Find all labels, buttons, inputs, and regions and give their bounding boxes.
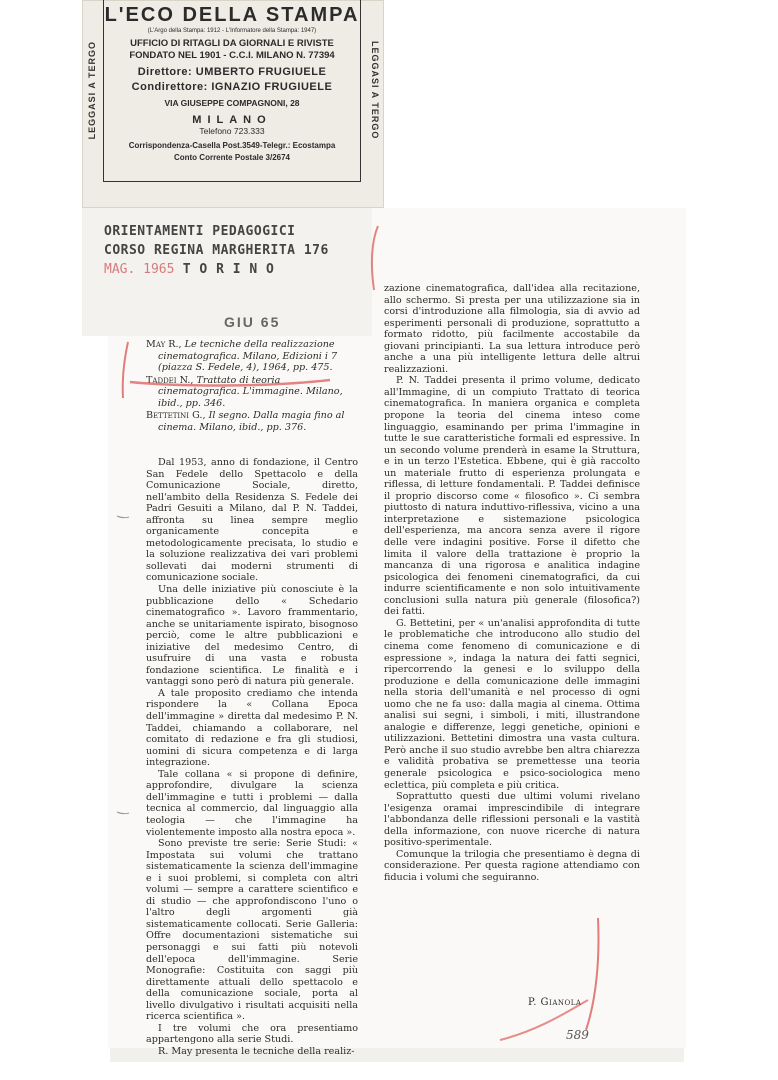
page-number: 589 [566,1028,589,1042]
stamp-city: MILANO [192,114,272,126]
paragraph: Sono previste tre serie: Serie Studi: « Impostata sui volumi che trattano sistematicamente la scienza dell'immagine e i suoi problemi, si completa con altri volumi — sempre a carattere scientifico e di studio — che approfondiscono l'uno o l'altro degli argomenti già sistematicamente collocati. Serie Galleria: Offre documentazioni sistematiche sui personaggi e sui fatti più notevoli dell'epoca dell'immagine. Serie Monografie: Costituita con saggi più direttamente attuali dello spettacolo e della comunicazione sociale, porta al livello divulgativo i risultati acquisiti nella ricerca scientifica ». [146,838,358,1023]
stamp-director: Direttore: UMBERTO FRUGIUELE [137,66,327,78]
paragraph: Tale collana « si propone di definire, approfondire, divulgare la scienza dell'immagine e tutti i problemi — dalla tecnica al commercio, dal linguaggio alla teologia — che l'immagine ha violentemente imposto alla nostra epoca ». [146,768,358,838]
paragraph: A tale proposito crediamo che intenda rispondere la « Collana Epoca dell'immagine » diretta dal medesimo P. N. Taddei, chiamando a collaborare, nel comitato di redazione e fra gli studiosi, uomini di sicura competenza e di larga integrazione. [146,687,358,769]
stamp-frame [103,0,361,182]
author-signature: P. Gianola [528,997,582,1008]
clipping-bureau-stamp [82,0,384,208]
reference-item: May R., Le tecniche della realizzazione cinematografica. Milano, Edizioni i 7 (piazza S. Fedele, 4), 1964, pp. 475. [146,339,338,373]
recipient-name: ORIENTAMENTI PEDAGOGICI [104,224,296,239]
recipient-city: T O R I N O [182,262,275,277]
right-column [384,283,640,883]
month-stamp: GIU 65 [224,314,281,330]
side-note-right: LEGGASI A TERGO [370,41,380,140]
recipient-city-line [104,262,274,277]
paragraph: P. N. Taddei presenta il primo volume, dedicato all'Immagine, di un compiuto Trattato di teorica cinematografica. In maniera organica e completa propone la teoria del cinema inteso come linguaggio, esaminando per prima l'immagine in tutte le sue caratteristiche formali ed espressive. In un secondo volume prenderà in esame la Struttura, e in un terzo l'Estetica. Ebbene, qui è già raccolto un materiale frutto di esperienza prolungata e riflessa, di letture fondamentali. P. Taddei definisce il proprio discorso come « filosofico ». Ci sembra piuttosto di natura induttivo-riflessiva, vicino a una interpretazione e sistemazione psicologica dell'esperienza, ma ancora senza avere il rigore delle vere indagini positive. Forse il difetto che limita il valore della trattazione è proprio la mancanza di una rigorosa e analitica indagine psicologica dei fenomeni cinematografici, da cui indurre scientificamente e non solo intuitivamente conclusioni sulla natura più generale (filosofica?) dei fatti. [384,375,640,618]
stamp-founded: FONDATO NEL 1901 - C.C.I. MILANO N. 77394 [129,50,335,61]
references [146,339,360,434]
address-label [82,208,372,336]
stamp-correspondence: Corrispondenza-Casella Post.3549-Telegr.: Ecostampa [128,141,336,150]
left-column [146,457,358,1057]
paragraph: Una delle iniziative più conosciute è la pubblicazione dello « Schedario cinematografico ». Lavoro frammentario, anche se unitariamente ispirato, bisognoso perciò, come le altre pubblicazioni e iniziative del medesimo Centro, di usufruire di una vasta e robusta fondazione scientifica. Le finalità e i vantaggi sono però di natura più generale. [146,584,358,688]
stamp-office: UFFICIO DI RITAGLI DA GIORNALI E RIVISTE [130,38,334,49]
stamp-address: VIA GIUSEPPE COMPAGNONI, 28 [164,98,300,108]
reference-item: Bettetini G., Il segno. Dalla magia fino al cinema. Milano, ibid., pp. 376. [146,410,345,433]
paragraph: Dal 1953, anno di fondazione, il Centro San Fedele dello Spettacolo e della Comunicazione Sociale, diretto, nell'ambito della Residenza S. Fedele dei Padri Gesuiti a Milano, dal P. N. Taddei, affronta su linea sempre meglio organicamente concepita e metodologicamente precisata, lo studio e la soluzione realizzativa dei vari problemi sollevati dai moderni strumenti di comunicazione sociale. [146,457,358,584]
paragraph: Soprattutto questi due ultimi volumi rivelano l'esigenza oramai imprescindibile di integrare l'abbondanza delle riflessioni personali e la vastità della informazione, con nuove ricerche di natura positivo-sperimentale. [384,791,640,849]
stamp-title: L'ECO DELLA STAMPA [104,4,360,26]
paragraph: I tre volumi che ora presentiamo appartengono alla serie Studi. [146,1022,358,1046]
paragraph: R. May presenta le tecniche della realiz- [158,1045,355,1057]
side-note-left: LEGGASI A TERGO [87,41,97,140]
recipient-street: CORSO REGINA MARGHERITA 176 [104,243,329,258]
stamp-account: Conto Corrente Postale 3/2674 [173,153,291,162]
reference-item: Taddei N., Trattato di teoria cinematografica. L'immagine. Milano, ibid., pp. 346. [146,374,343,409]
paragraph: G. Bettetini, per « un'analisi approfondita di tutte le problematiche che introducono allo studio del cinema come fenomeno di comunicazione e di espressione », indaga la natura dei fatti segnici, ripercorrendo la genesi e lo sviluppo della produzione e della comunicazione delle immagini nella storia dell'umanità e nel processo di ogni uomo che ne fa uso: dalla magia al cinema. Ottima analisi sui segni, i simboli, i miti, illustrandone analogie e differenze, leggi genetiche, opinioni e utilizzazioni. Bettetini dimostra una vasta cultura. Però anche il suo studio avrebbe ben altra chiarezza e validità probativa se premettesse una teoria generale psicologica e psico-sociologica meno eclettica, più completa e più critica. [384,617,640,791]
stamp-subtitle: (L'Argo della Stampa: 1912 - L'Informatore della Stampa: 1947) [147,28,317,34]
paragraph: Comunque la trilogia che presentiamo è degna di considerazione. Per questa ragione attendiamo con fiducia i volumi che seguiranno. [384,848,640,883]
stamp-codirector: Condirettore: IGNAZIO FRUGIUELE [131,81,333,93]
paragraph: zazione cinematografica, dall'idea alla recitazione, allo schermo. Si presta per una utilizzazione sia in corsi d'introduzione alla filmologia, sia di avvio ad esperimenti personali di produzione, soprattutto a formato ridotto, più facilmente accostabile da giovani principianti. La sua lettura introduce però anche a una più intelligente lettura delle altrui realizzazioni. [384,283,640,375]
date-stamp: MAG. 1965 [104,262,175,277]
stamp-phone: Telefono 723.333 [199,126,265,136]
